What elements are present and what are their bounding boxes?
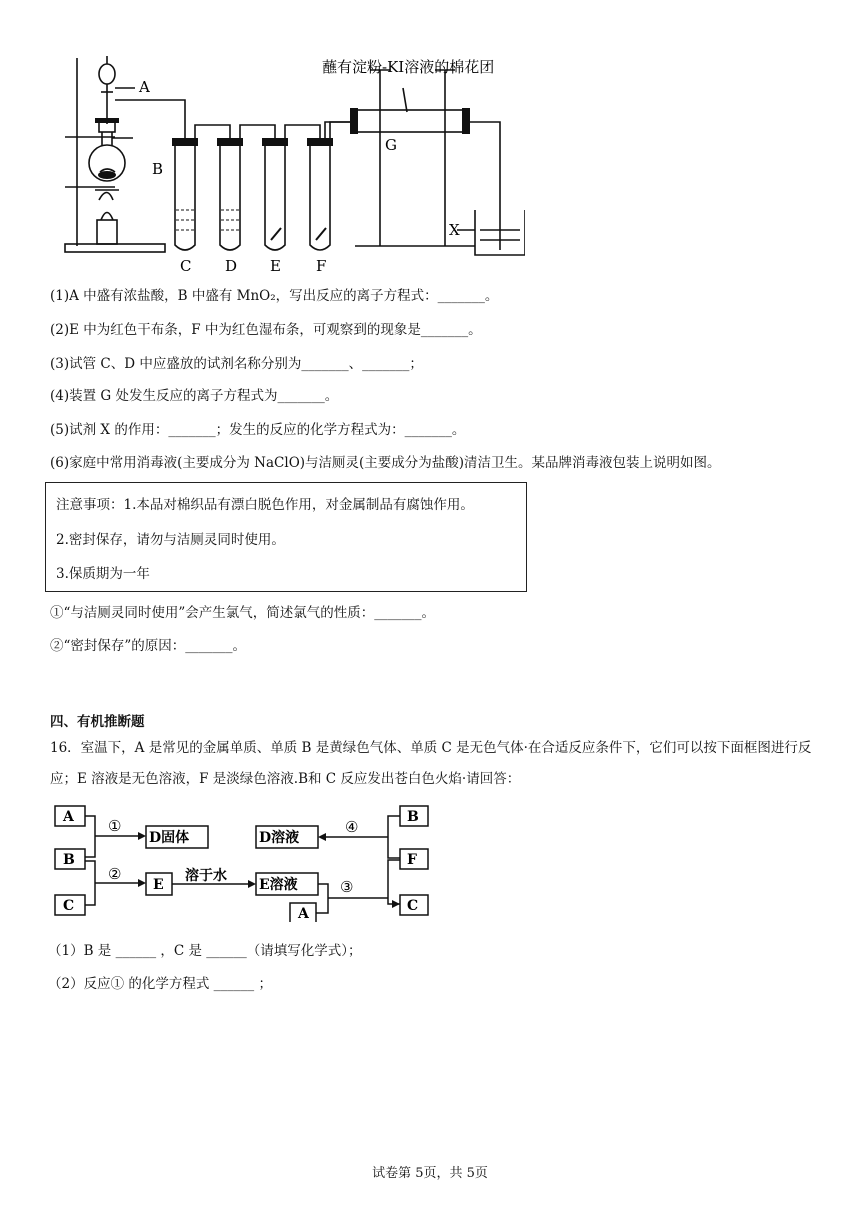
flow-e: E [153,877,164,893]
label-b: B [152,160,164,178]
flow-c-right: C [407,898,419,914]
flow-reaction-3: ③ [340,878,354,896]
flow-dissolve: 溶于水 [185,868,227,884]
notice-line-1: 注意事项：1.本品对棉织品有漂白脱色作用，对金属制品有腐蚀作用。 [56,497,474,513]
sub-question-16-1: （1）B 是 ______ ，C 是 ______（请填写化学式）； [48,943,362,959]
flow-b: B [63,852,75,868]
question-1: (1)A 中盛有浓盐酸，B 中盛有 MnO₂，写出反应的离子方程式：_______。 [50,288,499,304]
notice-line-2: 2.密封保存，请勿与洁厕灵同时使用。 [56,532,285,548]
question-6: (6)家庭中常用消毒液(主要成分为 NaClO)与洁厕灵(主要成分为盐酸)清洁卫生。某品牌消毒液包装上说明如图。 [50,455,721,471]
flow-b-right: B [407,809,419,825]
sub-question-1: ①“与洁厕灵同时使用”会产生氯气，简述氯气的性质：_______。 [50,605,436,621]
tube-label-f: F [316,257,327,275]
question-5: (5)试剂 X 的作用：_______；发生的反应的化学方程式为：_______。 [50,422,466,438]
label-a: A [139,78,150,96]
flow-d-solid: D固体 [149,830,190,846]
sub-question-2: ②“密封保存”的原因：_______。 [50,638,247,654]
apparatus-diagram [55,50,525,275]
flow-reaction-2: ② [108,865,122,883]
page-footer: 试卷第 5页，共 5页 [372,1166,488,1181]
question-4: (4)装置 G 处发生反应的离子方程式为_______。 [50,388,339,404]
section-heading: 四、有机推断题 [50,714,145,730]
label-g: G [385,136,397,154]
label-cotton: 蘸有淀粉-KI溶液的棉花团 [322,58,495,76]
flow-reaction-4: ④ [345,818,359,836]
question-3: (3)试管 C、D 中应盛放的试剂名称分别为_______、_______； [50,356,423,372]
flow-d-solution: D溶液 [259,830,300,846]
reaction-flowchart [50,800,440,922]
flow-a-bottom: A [298,906,309,922]
question-16: 16．室温下，A 是常见的金属单质、单质 B 是黄绿色气体、单质 C 是无色气体·在合适反应条件下，它们可以按下面框图进行反应；E 溶液是无色溶液，F 是淡绿色溶液.B和 C 反应发出苍白色火焰·请回答： [50,740,812,787]
flow-e-solution: E溶液 [259,877,298,893]
flow-c: C [63,898,75,914]
notice-line-3: 3.保质期为一年 [56,566,150,582]
tube-label-e: E [270,257,281,275]
sub-question-16-2: （2）反应① 的化学方程式 ______ ； [48,976,272,992]
tube-label-c: C [180,257,192,275]
flow-reaction-1: ① [108,817,122,835]
label-x: X [449,221,460,239]
question-2: (2)E 中为红色干布条，F 中为红色湿布条，可观察到的现象是_______。 [50,322,482,338]
flow-a: A [63,809,74,825]
tube-label-d: D [225,257,238,275]
notice-box [45,482,527,592]
flow-f: F [407,852,417,868]
